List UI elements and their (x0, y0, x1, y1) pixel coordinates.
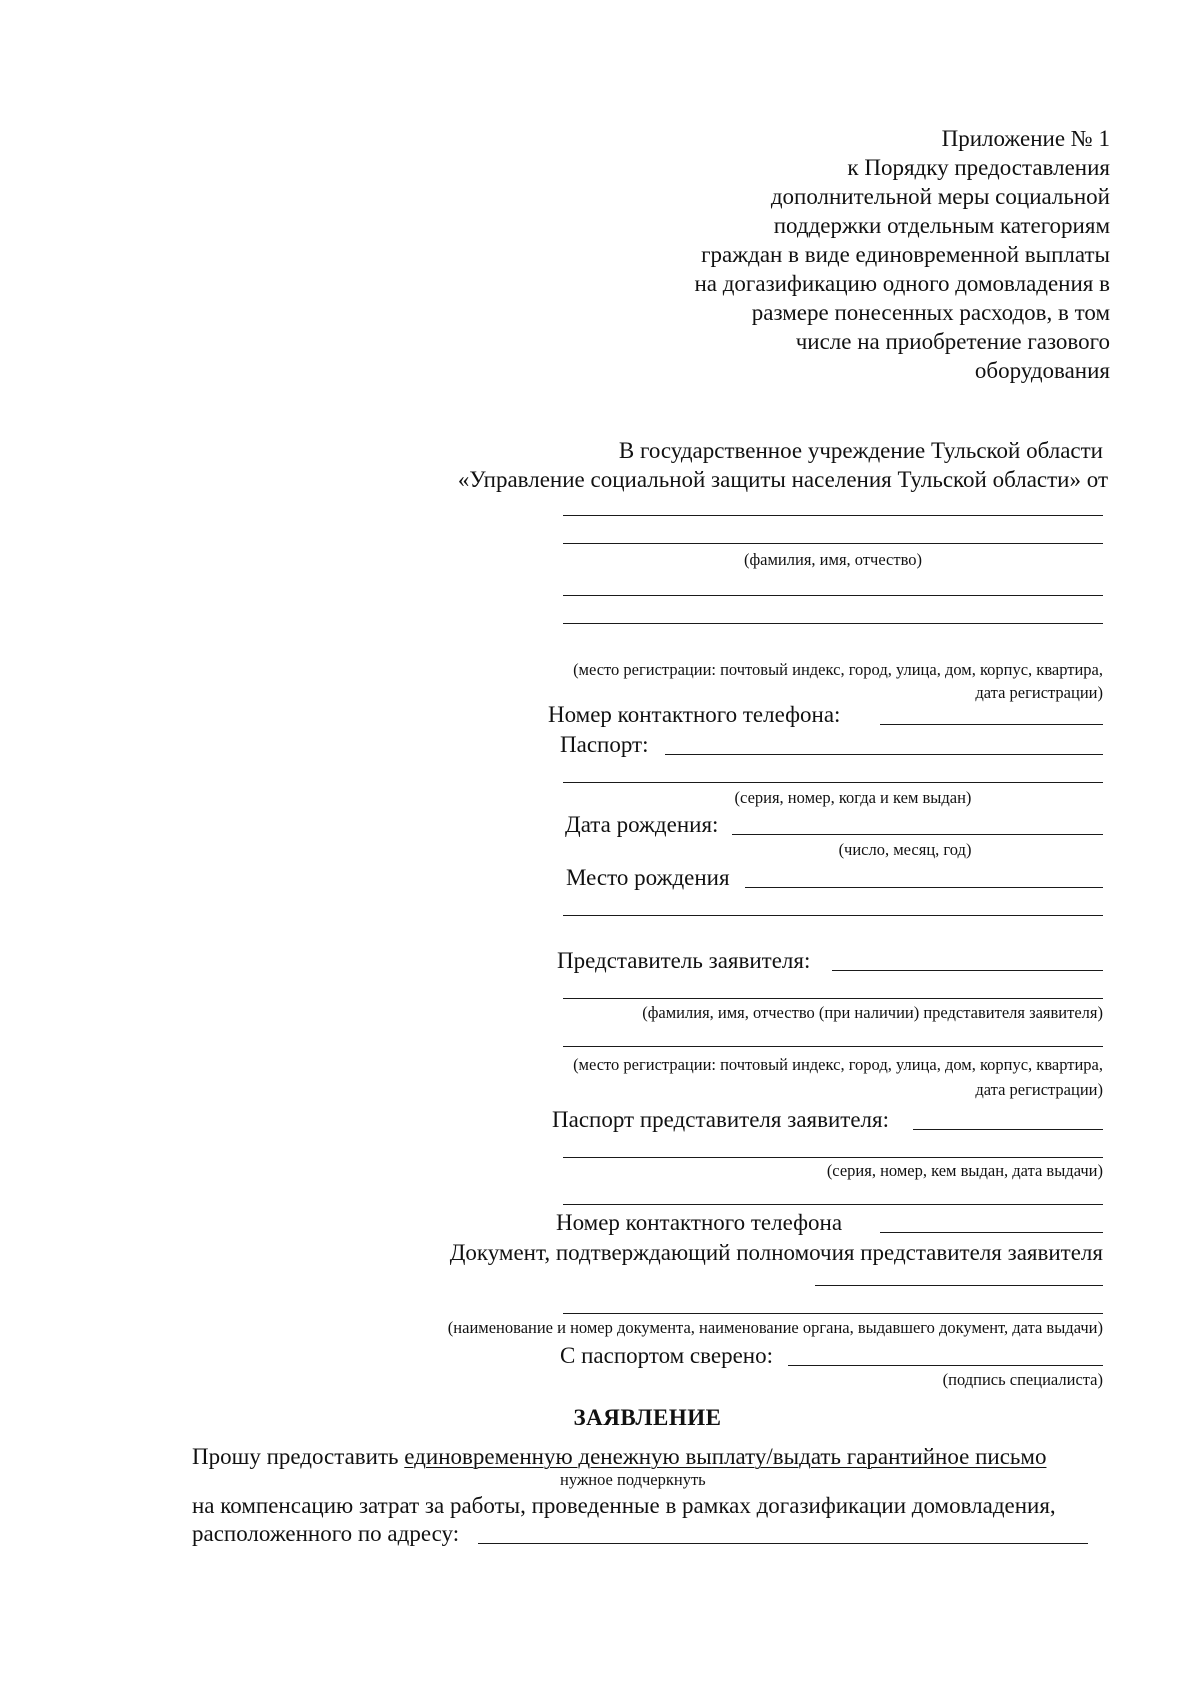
representative-fio-field[interactable] (563, 998, 1103, 999)
applicant-birth-date-label: Дата рождения: (565, 812, 719, 837)
applicant-birth-date-caption: (число, месяц, год) (838, 840, 972, 859)
representative-passport-field[interactable] (913, 1129, 1103, 1130)
verified-signature-field[interactable] (788, 1365, 1103, 1366)
statement-request-line (192, 1445, 1046, 1468)
verified-caption: (подпись специалиста) (942, 1370, 1103, 1389)
representative-registration-caption: дата регистрации) (975, 1080, 1103, 1099)
applicant-birth-place-field[interactable] (563, 915, 1103, 916)
applicant-passport-caption: (серия, номер, когда и кем выдан) (734, 788, 972, 807)
representative-authority-doc-field[interactable] (815, 1285, 1103, 1286)
applicant-passport-label: Паспорт: (560, 732, 649, 757)
applicant-registration-line[interactable] (563, 623, 1103, 624)
addressee-line-1: В государственное учреждение Тульской области (618, 438, 1103, 463)
representative-passport-label: Паспорт представителя заявителя: (552, 1107, 889, 1132)
applicant-registration-line[interactable] (563, 595, 1103, 596)
appendix-line: оборудования (974, 358, 1110, 383)
representative-registration-field[interactable] (563, 1046, 1103, 1047)
statement-address-field[interactable] (478, 1543, 1088, 1544)
appendix-line: граждан в виде единовременной выплаты (701, 242, 1110, 267)
statement-address-label: расположенного по адресу: (192, 1521, 460, 1546)
statement-underline-hint: нужное подчеркнуть (560, 1470, 706, 1489)
representative-label: Представитель заявителя: (557, 948, 811, 973)
appendix-line: размере понесенных расходов, в том (751, 300, 1110, 325)
applicant-registration-caption: (место регистрации: почтовый индекс, город, улица, дом, корпус, квартира, (573, 660, 1103, 679)
applicant-passport-field[interactable] (665, 754, 1103, 755)
verified-label: С паспортом сверено: (560, 1343, 773, 1368)
applicant-birth-date-field[interactable] (732, 834, 1103, 835)
applicant-birth-place-label: Место рождения (566, 865, 730, 890)
statement-request-prefix: Прошу предоставить (192, 1444, 405, 1469)
appendix-line: Приложение № 1 (941, 126, 1110, 151)
representative-fio-field[interactable] (832, 970, 1103, 971)
representative-phone-label: Номер контактного телефона (556, 1210, 843, 1235)
appendix-line: дополнительной меры социальной (770, 184, 1110, 209)
applicant-phone-label: Номер контактного телефона: (548, 702, 841, 727)
representative-phone-field[interactable] (880, 1232, 1103, 1233)
applicant-passport-field[interactable] (563, 782, 1103, 783)
representative-passport-field[interactable] (563, 1157, 1103, 1158)
appendix-line: на догазификацию одного домовладения в (694, 271, 1110, 296)
statement-line-2: на компенсацию затрат за работы, проведенные в рамках догазификации домовладения, (192, 1493, 1056, 1518)
representative-authority-doc-caption: (наименование и номер документа, наименование органа, выдавшего документ, дата выдачи) (447, 1318, 1103, 1337)
addressee-line-2: «Управление социальной защиты населения Тульской области» от (457, 467, 1108, 492)
representative-fio-caption: (фамилия, имя, отчество (при наличии) представителя заявителя) (642, 1003, 1103, 1022)
representative-authority-doc-label: Документ, подтверждающий полномочия представителя заявителя (449, 1240, 1103, 1265)
appendix-line: к Порядку предоставления (847, 155, 1110, 180)
appendix-line: поддержки отдельным категориям (773, 213, 1110, 238)
representative-registration-caption: (место регистрации: почтовый индекс, город, улица, дом, корпус, квартира, (573, 1055, 1103, 1074)
representative-passport-caption: (серия, номер, кем выдан, дата выдачи) (826, 1161, 1103, 1180)
representative-passport-field[interactable] (563, 1204, 1103, 1205)
applicant-fio-line[interactable] (563, 515, 1103, 516)
statement-title: ЗАЯВЛЕНИЕ (573, 1405, 722, 1430)
applicant-birth-place-field[interactable] (745, 887, 1103, 888)
statement-request-options[interactable]: единовременную денежную выплату/выдать гарантийное письмо (404, 1444, 1047, 1469)
applicant-phone-field[interactable] (880, 724, 1103, 725)
applicant-registration-caption: дата регистрации) (975, 683, 1103, 702)
applicant-fio-line[interactable] (563, 543, 1103, 544)
applicant-fio-caption: (фамилия, имя, отчество) (743, 550, 923, 569)
appendix-line: числе на приобретение газового (795, 329, 1110, 354)
representative-authority-doc-field[interactable] (563, 1313, 1103, 1314)
